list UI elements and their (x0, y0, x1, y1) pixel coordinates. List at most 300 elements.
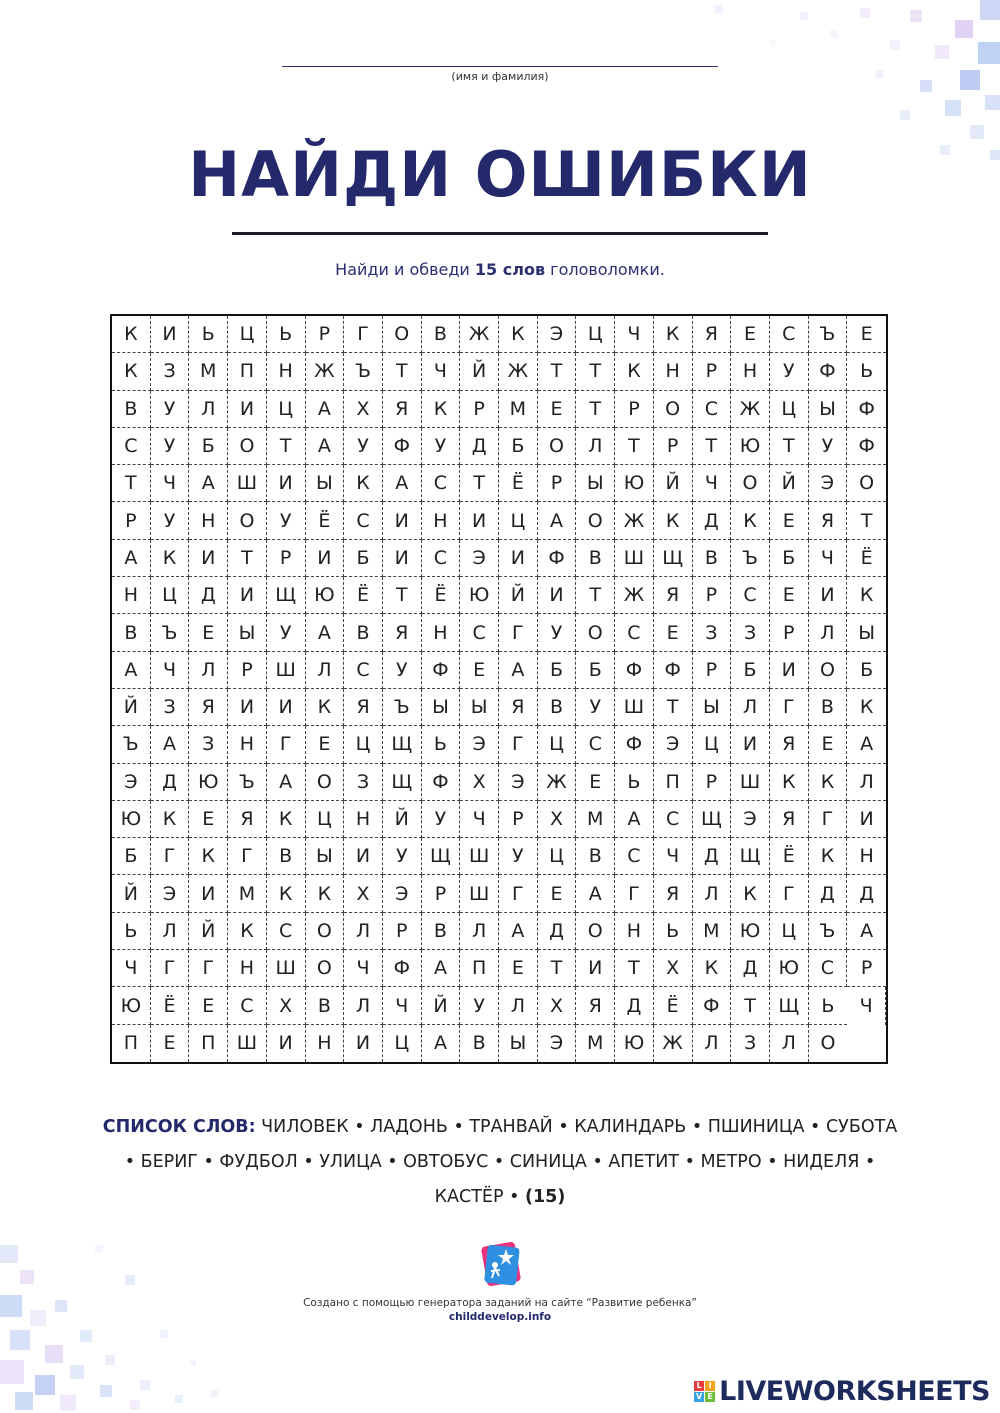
grid-cell[interactable]: Ж (499, 353, 538, 390)
grid-cell[interactable]: Г (151, 950, 190, 987)
grid-cell[interactable]: Е (538, 875, 577, 912)
grid-cell[interactable]: А (306, 391, 345, 428)
grid-cell[interactable]: С (731, 577, 770, 614)
grid-cell[interactable]: З (731, 1025, 770, 1062)
grid-cell[interactable]: Ч (809, 540, 848, 577)
grid-cell[interactable]: Е (538, 391, 577, 428)
grid-cell[interactable]: Ч (383, 987, 422, 1024)
grid-cell[interactable]: А (306, 428, 345, 465)
grid-cell[interactable]: Щ (770, 987, 809, 1024)
grid-cell[interactable]: Ф (615, 726, 654, 763)
grid-cell[interactable]: К (267, 801, 306, 838)
grid-cell[interactable]: Т (383, 353, 422, 390)
grid-cell[interactable]: О (576, 614, 615, 651)
grid-cell[interactable]: О (847, 465, 886, 502)
grid-cell[interactable]: О (576, 913, 615, 950)
grid-cell[interactable]: Ю (731, 913, 770, 950)
grid-cell[interactable]: Щ (383, 764, 422, 801)
grid-cell[interactable]: У (151, 428, 190, 465)
grid-cell[interactable]: Ц (576, 316, 615, 353)
grid-cell[interactable]: Б (189, 428, 228, 465)
grid-cell[interactable]: У (499, 838, 538, 875)
grid-cell[interactable]: Р (422, 875, 461, 912)
grid-cell[interactable]: Ш (228, 1025, 267, 1062)
grid-cell[interactable]: З (731, 614, 770, 651)
grid-cell[interactable]: И (809, 577, 848, 614)
grid-cell[interactable]: О (731, 465, 770, 502)
grid-cell[interactable]: Н (228, 950, 267, 987)
grid-cell[interactable]: Ф (538, 540, 577, 577)
grid-cell[interactable]: Е (460, 652, 499, 689)
grid-cell[interactable]: Ш (228, 465, 267, 502)
grid-cell[interactable]: Г (809, 801, 848, 838)
grid-cell[interactable]: Х (344, 875, 383, 912)
grid-cell[interactable]: Г (344, 316, 383, 353)
grid-cell[interactable]: В (460, 1025, 499, 1062)
grid-cell[interactable]: В (422, 316, 461, 353)
grid-cell[interactable]: Т (576, 577, 615, 614)
grid-cell[interactable]: Л (770, 1025, 809, 1062)
grid-cell[interactable]: В (693, 540, 732, 577)
grid-cell[interactable]: У (422, 428, 461, 465)
grid-cell[interactable]: Ь (267, 316, 306, 353)
grid-cell[interactable]: К (228, 913, 267, 950)
grid-cell[interactable]: К (112, 316, 151, 353)
grid-cell[interactable]: Ф (654, 652, 693, 689)
grid-cell[interactable]: Н (306, 1025, 345, 1062)
grid-cell[interactable]: Ъ (731, 540, 770, 577)
grid-cell[interactable]: Ф (383, 950, 422, 987)
grid-cell[interactable]: Ч (344, 950, 383, 987)
grid-cell[interactable]: О (820, 1032, 836, 1055)
grid-cell[interactable]: О (383, 316, 422, 353)
grid-cell[interactable]: Ы (306, 465, 345, 502)
grid-cell[interactable]: И (847, 801, 886, 838)
grid-cell[interactable]: В (809, 689, 848, 726)
grid-cell[interactable]: Ы (422, 689, 461, 726)
grid-cell[interactable]: И (267, 689, 306, 726)
grid-cell[interactable]: Ж (538, 764, 577, 801)
grid-cell[interactable]: К (306, 875, 345, 912)
grid-cell[interactable]: Х (267, 987, 306, 1024)
grid-cell[interactable]: Ю (615, 465, 654, 502)
grid-cell[interactable]: Ц (228, 316, 267, 353)
grid-cell[interactable]: Ь (615, 764, 654, 801)
grid-cell[interactable]: Ч (693, 465, 732, 502)
grid-cell[interactable]: Ж (460, 316, 499, 353)
grid-cell[interactable]: Г (267, 726, 306, 763)
grid-cell[interactable]: С (615, 614, 654, 651)
grid-cell[interactable]: К (654, 316, 693, 353)
credit-link[interactable]: childdevelop.info (448, 1311, 552, 1323)
grid-cell[interactable]: П (654, 764, 693, 801)
grid-cell[interactable]: Е (189, 987, 228, 1024)
grid-cell[interactable]: Ш (267, 950, 306, 987)
grid-cell[interactable]: Э (731, 801, 770, 838)
grid-cell[interactable]: Ф (693, 987, 732, 1024)
grid-cell[interactable]: М (576, 801, 615, 838)
grid-cell[interactable]: Ы (693, 689, 732, 726)
grid-cell[interactable]: Ч (151, 652, 190, 689)
grid-cell[interactable]: Э (112, 764, 151, 801)
grid-cell[interactable]: К (809, 838, 848, 875)
grid-cell[interactable]: М (693, 913, 732, 950)
grid-cell[interactable]: Б (770, 540, 809, 577)
grid-cell[interactable]: С (615, 838, 654, 875)
grid-cell[interactable]: Э (151, 875, 190, 912)
grid-cell[interactable]: Ш (615, 689, 654, 726)
grid-cell[interactable]: Л (576, 428, 615, 465)
grid-cell[interactable]: Д (731, 950, 770, 987)
grid-cell[interactable]: И (151, 316, 190, 353)
grid-cell[interactable]: Л (847, 764, 886, 801)
grid-cell[interactable]: Ё (770, 838, 809, 875)
grid-cell[interactable]: Н (847, 838, 886, 875)
grid-cell[interactable]: Р (693, 577, 732, 614)
grid-cell[interactable]: К (654, 502, 693, 539)
grid-cell[interactable]: Р (306, 316, 345, 353)
grid-cell[interactable]: У (344, 428, 383, 465)
grid-cell[interactable]: З (151, 353, 190, 390)
grid-cell[interactable]: Е (151, 1025, 190, 1062)
grid-cell[interactable]: П (112, 1025, 151, 1062)
grid-cell[interactable]: Н (267, 353, 306, 390)
grid-cell[interactable]: Р (460, 391, 499, 428)
grid-cell[interactable]: Г (228, 838, 267, 875)
grid-cell[interactable]: У (422, 801, 461, 838)
grid-cell[interactable]: Т (847, 502, 886, 539)
grid-cell[interactable]: Ю (770, 950, 809, 987)
grid-cell[interactable]: Т (112, 465, 151, 502)
grid-cell[interactable]: Щ (422, 838, 461, 875)
grid-cell[interactable]: Н (112, 577, 151, 614)
grid-cell[interactable]: Я (770, 801, 809, 838)
grid-cell[interactable]: Л (189, 652, 228, 689)
grid-cell[interactable]: Ы (460, 689, 499, 726)
grid-cell[interactable]: Н (189, 502, 228, 539)
grid-cell[interactable]: Э (538, 316, 577, 353)
grid-cell[interactable]: А (267, 764, 306, 801)
grid-cell[interactable]: У (538, 614, 577, 651)
grid-cell[interactable]: Ы (499, 1025, 538, 1062)
grid-cell[interactable]: Г (770, 689, 809, 726)
grid-cell[interactable]: Е (654, 614, 693, 651)
grid-cell[interactable]: Ё (654, 987, 693, 1024)
grid-cell[interactable]: Р (538, 465, 577, 502)
grid-cell[interactable]: Г (499, 614, 538, 651)
grid-cell[interactable]: Щ (731, 838, 770, 875)
grid-cell[interactable]: Х (538, 987, 577, 1024)
grid-cell[interactable]: В (344, 614, 383, 651)
grid-cell[interactable]: Ъ (809, 913, 848, 950)
grid-cell[interactable]: Ч (654, 838, 693, 875)
grid-cell[interactable]: Э (654, 726, 693, 763)
grid-cell[interactable]: В (267, 838, 306, 875)
grid-cell[interactable]: У (383, 838, 422, 875)
grid-cell[interactable]: Ж (306, 353, 345, 390)
grid-cell[interactable]: Й (770, 465, 809, 502)
grid-cell[interactable]: Ы (847, 614, 886, 651)
grid-cell[interactable]: И (731, 726, 770, 763)
grid-cell[interactable]: В (576, 540, 615, 577)
grid-cell[interactable]: О (654, 391, 693, 428)
grid-cell[interactable]: Н (654, 353, 693, 390)
grid-cell[interactable]: Ж (731, 391, 770, 428)
grid-cell[interactable]: Щ (654, 540, 693, 577)
grid-cell[interactable]: Ц (344, 726, 383, 763)
grid-cell[interactable]: К (151, 801, 190, 838)
grid-cell[interactable]: Т (576, 353, 615, 390)
grid-cell[interactable]: Е (809, 726, 848, 763)
grid-cell[interactable]: А (151, 726, 190, 763)
grid-cell[interactable]: Й (112, 875, 151, 912)
grid-cell[interactable]: Ь (112, 913, 151, 950)
grid-cell[interactable]: А (499, 913, 538, 950)
grid-cell[interactable]: Ф (615, 652, 654, 689)
grid-cell[interactable]: Ъ (383, 689, 422, 726)
grid-cell[interactable]: С (422, 465, 461, 502)
grid-cell[interactable]: С (112, 428, 151, 465)
grid-cell[interactable]: Д (538, 913, 577, 950)
grid-cell[interactable]: С (576, 726, 615, 763)
grid-cell[interactable]: Ъ (344, 353, 383, 390)
grid-cell[interactable]: У (576, 689, 615, 726)
grid-cell[interactable]: Р (654, 428, 693, 465)
grid-cell[interactable]: Ф (847, 428, 886, 465)
grid-cell[interactable]: Я (770, 726, 809, 763)
grid-cell[interactable]: Ю (731, 428, 770, 465)
grid-cell[interactable]: Д (809, 875, 848, 912)
grid-cell[interactable]: Р (499, 801, 538, 838)
grid-cell[interactable]: Ё (306, 502, 345, 539)
grid-cell[interactable]: В (112, 614, 151, 651)
grid-cell[interactable]: У (809, 428, 848, 465)
grid-cell[interactable]: Я (228, 801, 267, 838)
grid-cell[interactable]: Э (460, 540, 499, 577)
grid-cell[interactable]: Ц (538, 726, 577, 763)
grid-cell[interactable]: Р (693, 652, 732, 689)
grid-cell[interactable]: Л (809, 614, 848, 651)
grid-cell[interactable]: Г (189, 950, 228, 987)
grid-cell[interactable]: Ц (499, 502, 538, 539)
grid-cell[interactable]: О (809, 652, 848, 689)
grid-cell[interactable]: Б (499, 428, 538, 465)
grid-cell[interactable]: Я (809, 502, 848, 539)
grid-cell[interactable]: Й (654, 465, 693, 502)
grid-cell[interactable]: Б (344, 540, 383, 577)
grid-cell[interactable]: Ы (809, 391, 848, 428)
grid-cell[interactable]: А (847, 726, 886, 763)
grid-cell[interactable]: Ю (112, 987, 151, 1024)
grid-cell[interactable]: Н (344, 801, 383, 838)
grid-cell[interactable]: Д (615, 987, 654, 1024)
grid-cell[interactable]: М (228, 875, 267, 912)
grid-cell[interactable]: Р (228, 652, 267, 689)
grid-cell[interactable]: З (344, 764, 383, 801)
grid-cell[interactable]: Е (770, 502, 809, 539)
grid-cell[interactable]: Ж (615, 577, 654, 614)
grid-cell[interactable]: Ш (267, 652, 306, 689)
grid-cell[interactable]: А (422, 1025, 461, 1062)
grid-cell[interactable]: Д (189, 577, 228, 614)
grid-cell[interactable]: Ш (731, 764, 770, 801)
grid-cell[interactable]: Ф (847, 391, 886, 428)
grid-cell[interactable]: Ч (615, 316, 654, 353)
grid-cell[interactable]: Б (847, 652, 886, 689)
grid-cell[interactable]: Р (693, 353, 732, 390)
grid-cell[interactable]: С (654, 801, 693, 838)
grid-cell[interactable]: Ч (460, 801, 499, 838)
grid-cell[interactable]: Р (615, 391, 654, 428)
grid-cell[interactable]: Ю (189, 764, 228, 801)
name-line[interactable] (282, 66, 718, 67)
grid-cell[interactable]: С (228, 987, 267, 1024)
grid-cell[interactable]: О (306, 913, 345, 950)
grid-cell[interactable]: Э (538, 1025, 577, 1062)
grid-cell[interactable]: Ё (344, 577, 383, 614)
grid-cell[interactable]: Й (460, 353, 499, 390)
grid-cell[interactable]: А (538, 502, 577, 539)
grid-cell[interactable]: С (809, 950, 848, 987)
grid-cell[interactable]: Л (693, 875, 732, 912)
grid-cell[interactable]: Х (344, 391, 383, 428)
grid-cell[interactable]: Р (847, 950, 886, 987)
grid-cell[interactable]: Я (189, 689, 228, 726)
grid-cell[interactable]: И (189, 540, 228, 577)
grid-cell[interactable]: Н (422, 614, 461, 651)
grid-cell[interactable]: Й (499, 577, 538, 614)
grid-cell[interactable]: О (576, 502, 615, 539)
grid-cell[interactable]: Х (460, 764, 499, 801)
grid-cell[interactable]: Д (460, 428, 499, 465)
grid-cell[interactable]: С (770, 316, 809, 353)
grid-cell[interactable]: К (731, 875, 770, 912)
grid-cell[interactable]: У (267, 502, 306, 539)
grid-cell[interactable]: Щ (383, 726, 422, 763)
grid-cell[interactable]: К (267, 875, 306, 912)
grid-cell[interactable]: А (306, 614, 345, 651)
grid-cell[interactable]: Ъ (228, 764, 267, 801)
grid-cell[interactable]: Т (538, 950, 577, 987)
grid-cell[interactable]: Г (615, 875, 654, 912)
grid-cell[interactable]: Ф (809, 353, 848, 390)
grid-cell[interactable]: К (306, 689, 345, 726)
grid-cell[interactable]: Л (189, 391, 228, 428)
grid-cell[interactable]: Б (576, 652, 615, 689)
grid-cell[interactable]: Ё (151, 987, 190, 1024)
grid-cell[interactable]: Ш (460, 875, 499, 912)
grid-cell[interactable]: А (499, 652, 538, 689)
grid-cell[interactable]: О (306, 950, 345, 987)
grid-cell[interactable]: А (422, 950, 461, 987)
grid-cell[interactable]: О (228, 428, 267, 465)
grid-cell[interactable]: Ъ (151, 614, 190, 651)
grid-cell[interactable]: Л (499, 987, 538, 1024)
grid-cell[interactable]: К (151, 540, 190, 577)
grid-cell[interactable]: И (306, 540, 345, 577)
grid-cell[interactable]: Е (499, 950, 538, 987)
grid-cell[interactable]: М (499, 391, 538, 428)
grid-cell[interactable]: В (112, 391, 151, 428)
grid-cell[interactable]: И (228, 577, 267, 614)
grid-cell[interactable]: Ё (499, 465, 538, 502)
grid-cell[interactable]: И (770, 652, 809, 689)
grid-cell[interactable]: С (344, 652, 383, 689)
grid-cell[interactable]: Щ (267, 577, 306, 614)
grid-cell[interactable]: Ц (538, 838, 577, 875)
grid-cell[interactable]: К (112, 353, 151, 390)
grid-cell[interactable]: Я (383, 614, 422, 651)
grid-cell[interactable]: И (383, 502, 422, 539)
grid-cell[interactable]: Т (731, 987, 770, 1024)
grid-cell[interactable]: Л (344, 913, 383, 950)
grid-cell[interactable]: Я (654, 577, 693, 614)
grid-cell[interactable]: К (731, 502, 770, 539)
grid-cell[interactable]: Т (615, 950, 654, 987)
grid-cell[interactable]: К (615, 353, 654, 390)
grid-cell[interactable]: К (847, 689, 886, 726)
grid-cell[interactable]: Э (809, 465, 848, 502)
grid-cell[interactable]: Ё (422, 577, 461, 614)
grid-cell[interactable]: Г (499, 875, 538, 912)
grid-cell[interactable]: Ъ (809, 316, 848, 353)
grid-cell[interactable]: И (538, 577, 577, 614)
grid-cell[interactable]: Л (344, 987, 383, 1024)
grid-cell[interactable]: У (267, 614, 306, 651)
grid-cell[interactable]: Э (383, 875, 422, 912)
grid-cell[interactable]: Ц (770, 391, 809, 428)
grid-cell[interactable]: Ь (654, 913, 693, 950)
grid-cell[interactable]: Э (499, 764, 538, 801)
grid-cell[interactable]: П (228, 353, 267, 390)
grid-cell[interactable]: Л (693, 1025, 732, 1062)
grid-cell[interactable]: Р (267, 540, 306, 577)
grid-cell[interactable]: Д (693, 502, 732, 539)
grid-cell[interactable]: Е (847, 316, 886, 353)
grid-cell[interactable]: И (267, 1025, 306, 1062)
grid-cell[interactable]: Р (693, 764, 732, 801)
grid-cell[interactable]: Г (499, 726, 538, 763)
grid-cell[interactable]: Ъ (112, 726, 151, 763)
grid-cell[interactable]: О (538, 428, 577, 465)
grid-cell[interactable]: У (151, 502, 190, 539)
grid-cell[interactable]: М (576, 1025, 615, 1062)
grid-cell[interactable]: Т (538, 353, 577, 390)
grid-cell[interactable]: Т (267, 428, 306, 465)
grid-cell[interactable]: Й (112, 689, 151, 726)
grid-cell[interactable]: Р (383, 913, 422, 950)
grid-cell[interactable]: Д (847, 875, 886, 912)
grid-cell[interactable]: Ц (151, 577, 190, 614)
grid-cell[interactable]: Е (189, 614, 228, 651)
grid-cell[interactable]: Е (306, 726, 345, 763)
grid-cell[interactable]: И (228, 689, 267, 726)
grid-cell[interactable]: Д (693, 838, 732, 875)
grid-cell[interactable]: Я (654, 875, 693, 912)
grid-cell[interactable]: А (112, 652, 151, 689)
grid-cell[interactable]: А (847, 913, 886, 950)
grid-cell[interactable]: Ш (460, 838, 499, 875)
grid-cell[interactable]: И (576, 950, 615, 987)
grid-cell[interactable]: К (344, 465, 383, 502)
grid-cell[interactable]: Я (383, 391, 422, 428)
grid-cell[interactable]: И (344, 838, 383, 875)
grid-cell[interactable]: Э (460, 726, 499, 763)
grid-cell[interactable]: К (422, 391, 461, 428)
grid-cell[interactable]: Ь (422, 726, 461, 763)
grid-cell[interactable]: В (306, 987, 345, 1024)
grid-cell[interactable]: Ё (847, 540, 886, 577)
